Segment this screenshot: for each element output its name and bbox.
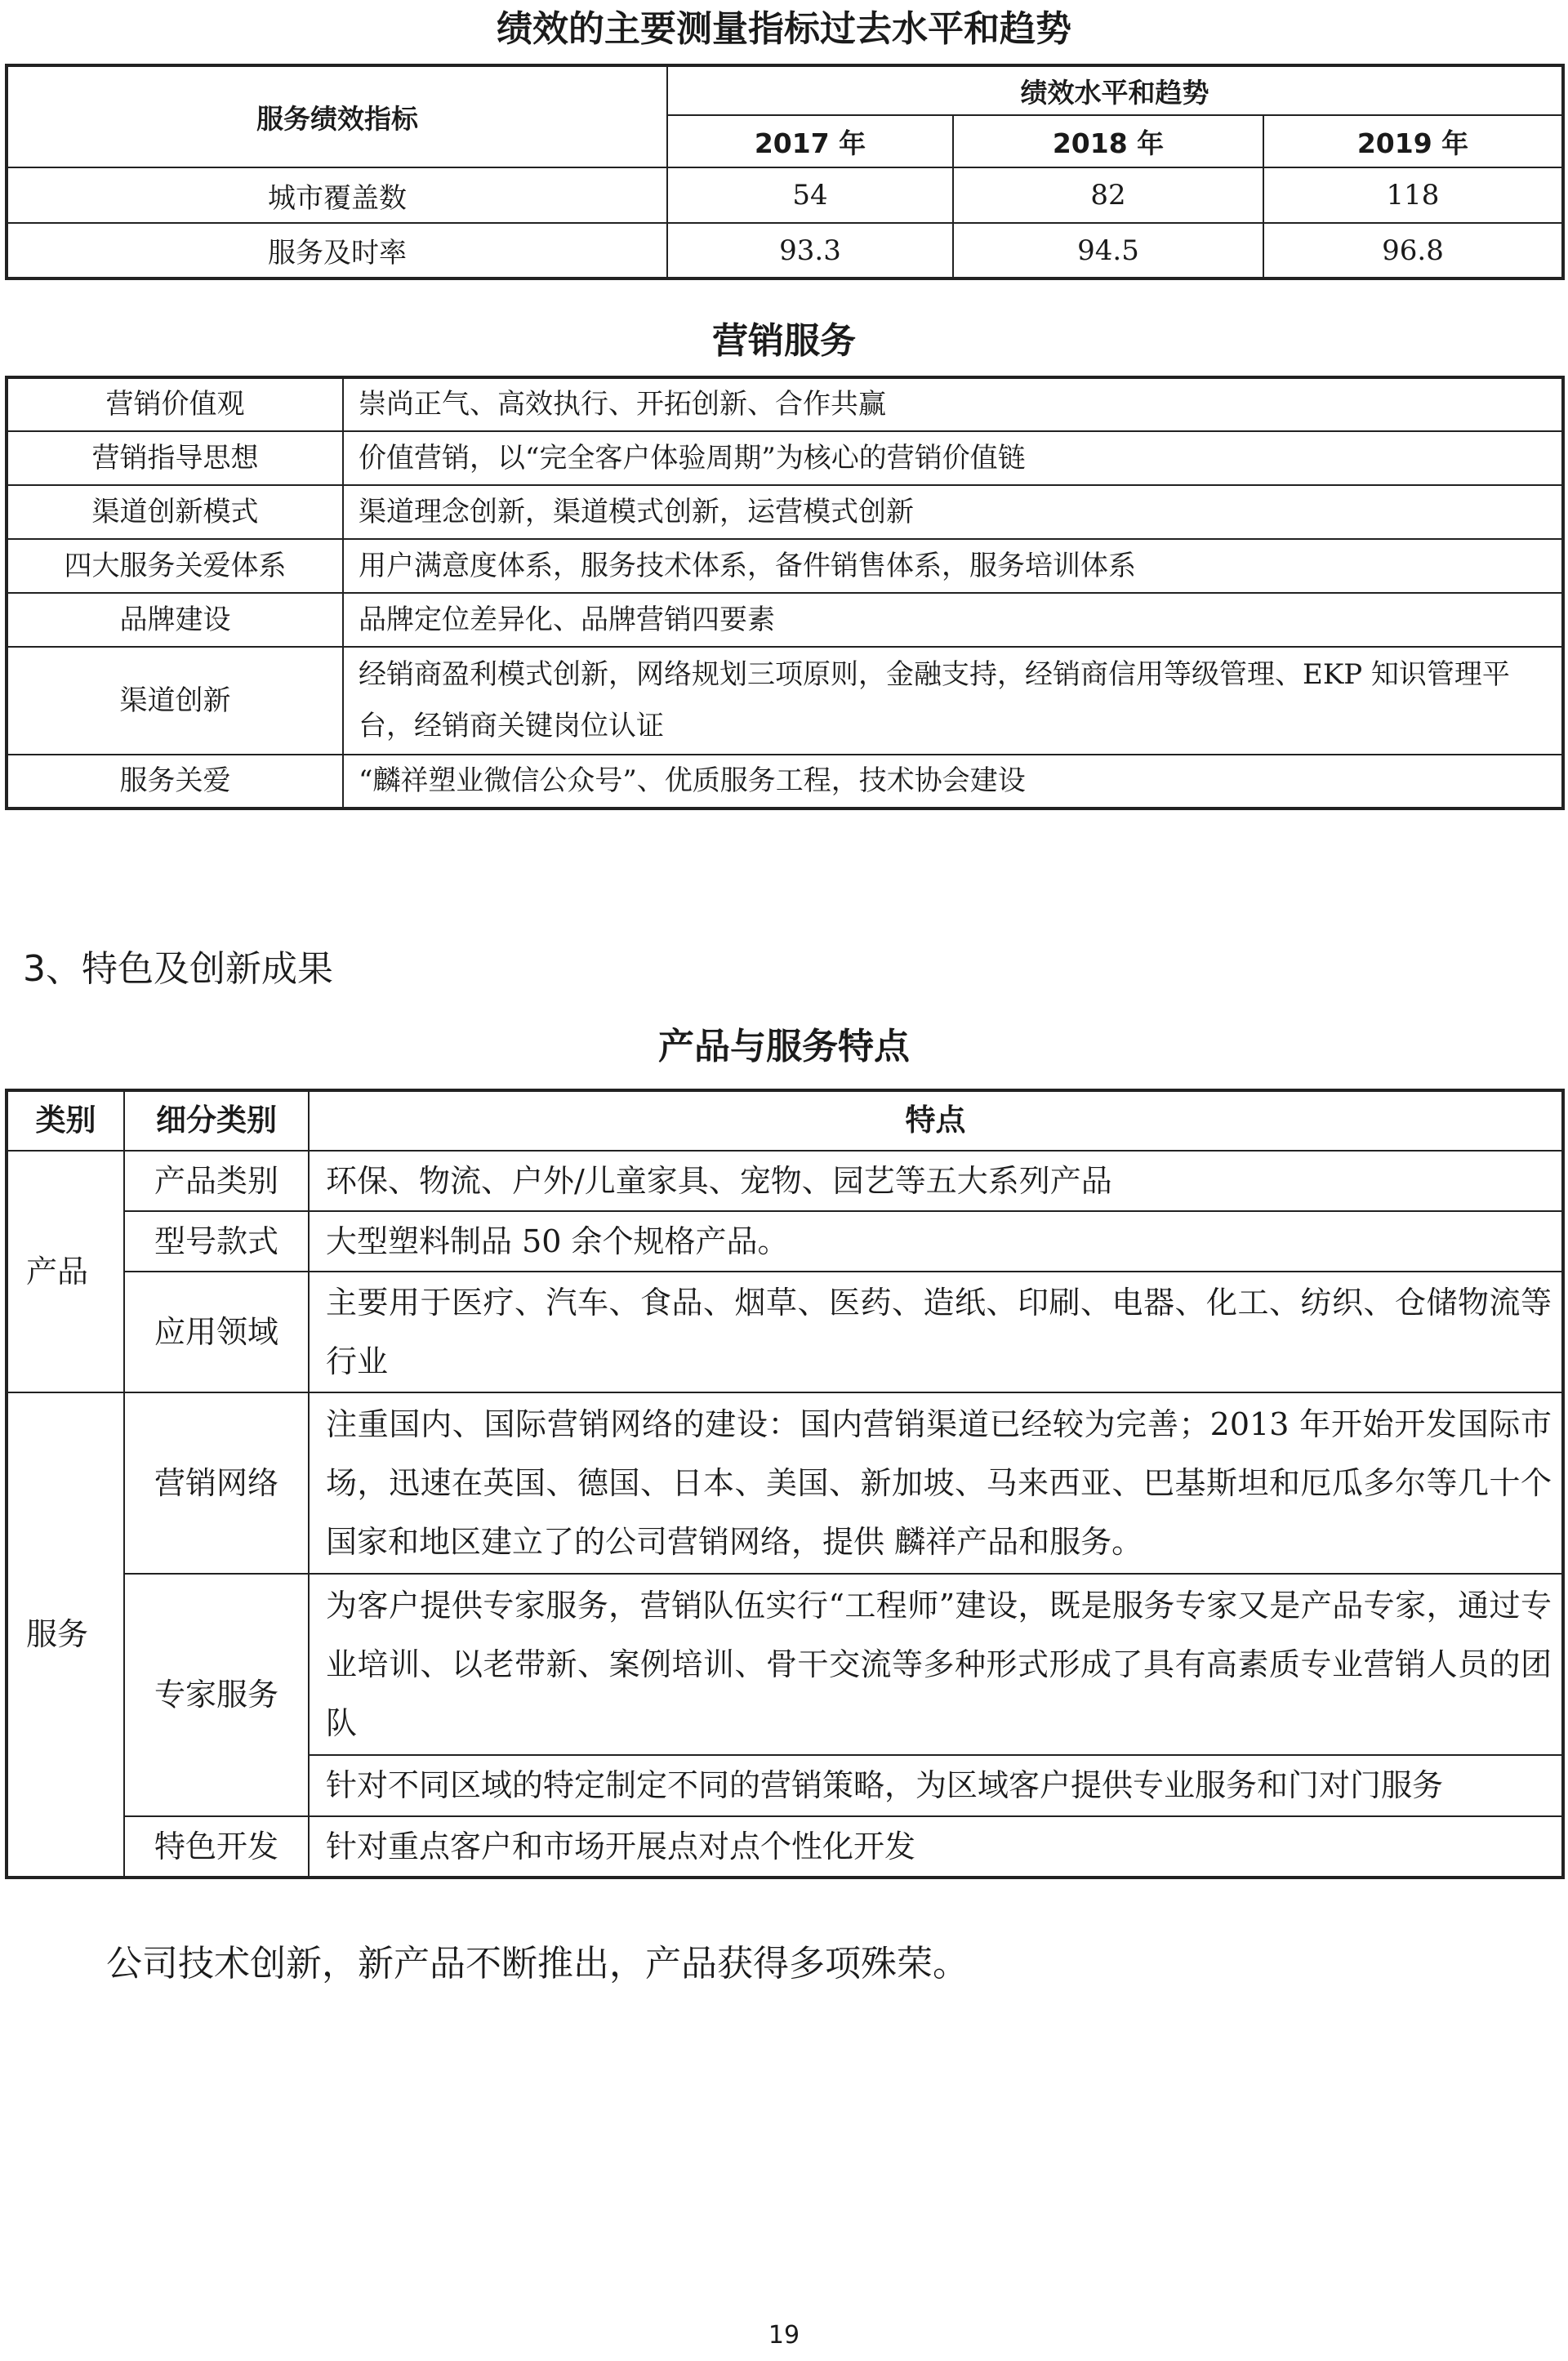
subcategory: 型号款式 bbox=[124, 1211, 309, 1272]
marketing-value: 渠道理念创新，渠道模式创新，运营模式创新 bbox=[343, 485, 1563, 539]
feature-text: 大型塑料制品 50 余个规格产品。 bbox=[309, 1211, 1563, 1272]
marketing-value: 用户满意度体系，服务技术体系，备件销售体系，服务培训体系 bbox=[343, 539, 1563, 593]
marketing-label: 四大服务关爱体系 bbox=[7, 539, 343, 593]
perf-year-2017: 2017 年 bbox=[667, 115, 953, 167]
perf-table bbox=[5, 64, 1565, 280]
perf-year-2018: 2018 年 bbox=[953, 115, 1263, 167]
marketing-value: “麟祥塑业微信公众号”、优质服务工程，技术协会建设 bbox=[343, 755, 1563, 809]
table-row bbox=[7, 1392, 1563, 1574]
subcategory: 专家服务 bbox=[124, 1574, 309, 1815]
marketing-label: 渠道创新 bbox=[7, 647, 343, 755]
perf-cell: 54 bbox=[667, 167, 953, 223]
marketing-label: 服务关爱 bbox=[7, 755, 343, 809]
table-header-row bbox=[7, 1090, 1563, 1151]
table-row bbox=[7, 1211, 1563, 1272]
perf-header-trend: 绩效水平和趋势 bbox=[667, 65, 1563, 115]
perf-cell: 93.3 bbox=[667, 223, 953, 278]
table-row bbox=[7, 485, 1563, 539]
table-row bbox=[7, 755, 1563, 809]
feature-text: 主要用于医疗、汽车、食品、烟草、医药、造纸、印刷、电器、化工、纺织、仓储物流等行业 bbox=[309, 1272, 1563, 1392]
header-subcategory: 细分类别 bbox=[124, 1090, 309, 1151]
table-row bbox=[7, 1816, 1563, 1878]
page-number: 19 bbox=[768, 2321, 800, 2350]
subcategory: 特色开发 bbox=[124, 1816, 309, 1878]
header-category: 类别 bbox=[7, 1090, 124, 1151]
marketing-table bbox=[5, 376, 1565, 810]
feature-text: 针对不同区域的特定制定不同的营销策略，为区域客户提供专业服务和门对门服务 bbox=[309, 1755, 1563, 1815]
perf-year-2019: 2019 年 bbox=[1263, 115, 1563, 167]
feature-text: 为客户提供专家服务，营销队伍实行“工程师”建设，既是服务专家又是产品专家，通过专业培训、以老带新、案例培训、骨干交流等多种形式形成了具有高素质专业营销人员的团队 bbox=[309, 1574, 1563, 1755]
marketing-label: 渠道创新模式 bbox=[7, 485, 343, 539]
marketing-value: 崇尚正气、高效执行、开拓创新、合作共赢 bbox=[343, 377, 1563, 431]
subcategory: 营销网络 bbox=[124, 1392, 309, 1574]
section-heading: 3、特色及创新成果 bbox=[23, 948, 333, 990]
perf-table-title: 绩效的主要测量指标过去水平和趋势 bbox=[497, 8, 1071, 50]
feature-text: 注重国内、国际营销网络的建设：国内营销渠道已经较为完善；2013 年开始开发国际市场，迅速在英国、德国、日本、美国、新加坡、马来西亚、巴基斯坦和厄瓜多尔等几十个国家和地区建立了的公司营销网络，提供 麟祥产品和服务。 bbox=[309, 1392, 1563, 1574]
table-row bbox=[7, 431, 1563, 485]
table-row bbox=[7, 647, 1563, 755]
marketing-table-title: 营销服务 bbox=[712, 320, 856, 362]
feature-text: 针对重点客户和市场开展点对点个性化开发 bbox=[309, 1816, 1563, 1878]
closing-paragraph: 公司技术创新，新产品不断推出，产品获得多项殊荣。 bbox=[106, 1943, 969, 1985]
subcategory: 应用领域 bbox=[124, 1272, 309, 1392]
perf-cell: 94.5 bbox=[953, 223, 1263, 278]
subcategory: 产品类别 bbox=[124, 1151, 309, 1211]
category-product: 产品 bbox=[7, 1151, 124, 1392]
marketing-label: 营销指导思想 bbox=[7, 431, 343, 485]
marketing-label: 营销价值观 bbox=[7, 377, 343, 431]
table-row bbox=[7, 1272, 1563, 1392]
marketing-value: 品牌定位差异化、品牌营销四要素 bbox=[343, 593, 1563, 647]
marketing-value: 价值营销，以“完全客户体验周期”为核心的营销价值链 bbox=[343, 431, 1563, 485]
marketing-label: 品牌建设 bbox=[7, 593, 343, 647]
table-row bbox=[7, 539, 1563, 593]
perf-cell: 118 bbox=[1263, 167, 1563, 223]
features-table-title: 产品与服务特点 bbox=[658, 1026, 910, 1067]
perf-cell: 82 bbox=[953, 167, 1263, 223]
features-table bbox=[5, 1089, 1565, 1879]
perf-row-label: 服务及时率 bbox=[7, 223, 667, 278]
table-row bbox=[7, 167, 1563, 223]
perf-header-indicator: 服务绩效指标 bbox=[7, 65, 667, 167]
table-row bbox=[7, 1574, 1563, 1755]
table-row bbox=[7, 593, 1563, 647]
table-row bbox=[7, 223, 1563, 278]
feature-text: 环保、物流、户外/儿童家具、宠物、园艺等五大系列产品 bbox=[309, 1151, 1563, 1211]
perf-cell: 96.8 bbox=[1263, 223, 1563, 278]
table-row bbox=[7, 377, 1563, 431]
perf-row-label: 城市覆盖数 bbox=[7, 167, 667, 223]
table-row bbox=[7, 1151, 1563, 1211]
category-service: 服务 bbox=[7, 1392, 124, 1877]
header-feature: 特点 bbox=[309, 1090, 1563, 1151]
marketing-value: 经销商盈利模式创新，网络规划三项原则，金融支持，经销商信用等级管理、EKP 知识管理平台，经销商关键岗位认证 bbox=[343, 647, 1563, 755]
